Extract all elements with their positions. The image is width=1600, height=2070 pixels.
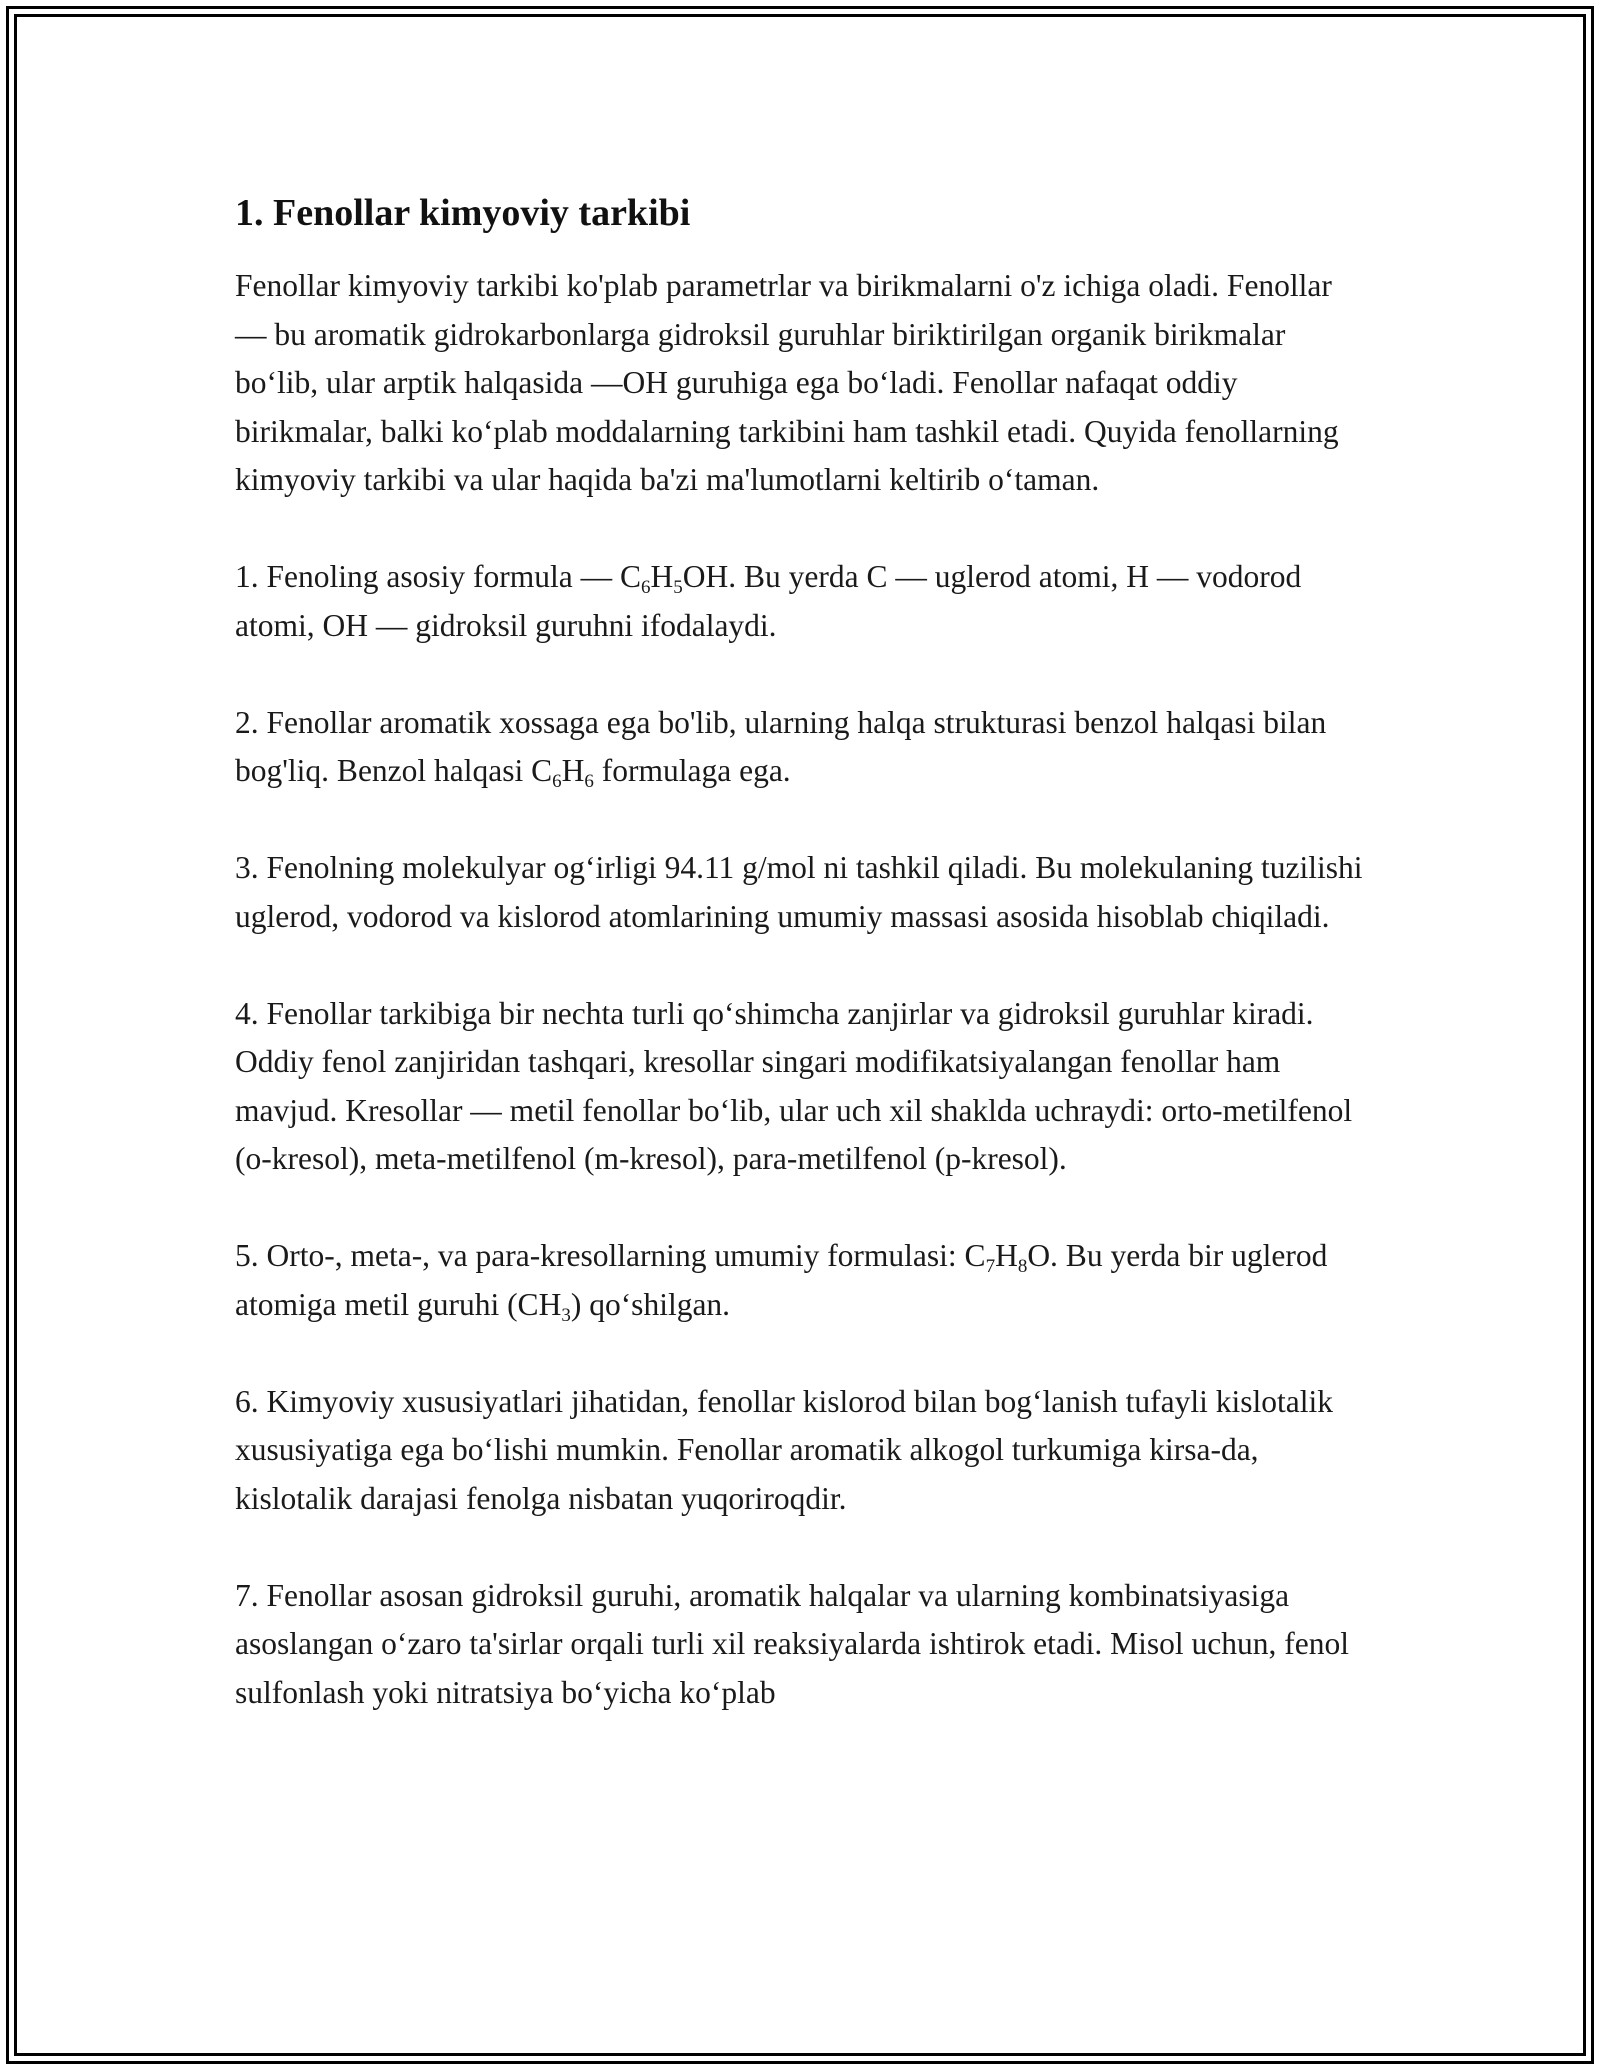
list-item-6: 6. Kimyoviy xususiyatlari jihatidan, fenollar kislorod bilan bog‘lanish tufayli kislotalik xususiyatiga ega bo‘lishi mumkin. Fenollar aromatik alkogol turkumiga kirsa-da, kislotalik darajasi fenolga nisbatan yuqoriroqdir. bbox=[235, 1383, 1333, 1516]
item5-text-b: H bbox=[995, 1238, 1018, 1273]
list-item-4: 4. Fenollar tarkibiga bir nechta turli qo‘shimcha zanjirlar va gidroksil guruhlar kiradi. Oddiy fenol zanjiridan tashqari, kresollar singari modifikatsiyalangan fenollar ham mavjud. Kresollar — metil fenollar bo‘lib, ular uch xil shaklda uchraydi: orto-metilfenol (o-kresol), meta-metilfenol (m-kresol), para-metilfenol (p-kresol). bbox=[235, 995, 1353, 1176]
item5-text-c: O. Bu yerda bir uglerod atomiga metil guruhi (CH bbox=[235, 1238, 1328, 1322]
item5-text-d: ) qo‘shilgan. bbox=[570, 1286, 731, 1322]
document-body bbox=[235, 188, 1370, 1766]
item1-text-c: OH. Bu yerda C — uglerod atomi, H — vodorod atomi, OH — gidroksil guruhni ifodalaydi. bbox=[235, 559, 1302, 643]
item5-sub-2: 8 bbox=[1017, 1256, 1028, 1277]
item5-text-a: 5. Orto-, meta-, va para-kresollarning umumiy formulasi: C bbox=[235, 1238, 986, 1273]
item2-sub-1: 6 bbox=[552, 771, 562, 792]
list-item-7: 7. Fenollar asosan gidroksil guruhi, aromatik halqalar va ularning kombinatsiyasiga asoslangan o‘zaro ta'sirlar orqali turli xil reaksiyalarda ishtirok etadi. Misol uchun, fenol sulfonlash yoki nitratsiya bo‘yicha ko‘plab bbox=[235, 1577, 1349, 1710]
list-item-3: 3. Fenolning molekulyar og‘irligi 94.11 g/mol ni tashkil qiladi. Bu molekulaning tuzilishi uglerod, vodorod va kislorod atomlarining umumiy massasi asosida hisoblab chiqiladi. bbox=[235, 850, 1363, 934]
item2-text-c: formulaga ega. bbox=[593, 753, 791, 788]
list-item-2 bbox=[235, 699, 1370, 796]
item1-sub-2: 5 bbox=[673, 577, 683, 598]
item2-text-b: H bbox=[561, 753, 585, 788]
section-title: 1. Fenollar kimyoviy tarkibi bbox=[235, 192, 691, 234]
list-item-5 bbox=[235, 1232, 1370, 1329]
item2-sub-2: 6 bbox=[584, 771, 594, 792]
item2-text-a: 2. Fenollar aromatik xossaga ega bo'lib, ularning halqa strukturasi benzol halqasi bilan bog'liq. Benzol halqasi C bbox=[235, 704, 1327, 788]
item1-text-b: H bbox=[650, 559, 674, 594]
item5-sub-3: 3 bbox=[561, 1304, 571, 1326]
item1-text-a: 1. Fenoling asosiy formula — C bbox=[235, 559, 641, 594]
item1-sub-1: 6 bbox=[640, 577, 651, 598]
intro-paragraph: Fenollar kimyoviy tarkibi ko'plab parametrlar va birikmalarni o'z ichiga oladi. Fenollar — bu aromatik gidrokarbonlarga gidroksil guruhlar biriktirilgan organik birikmalar bo‘lib, ular arptik halqasida —OH guruhiga ega bo‘ladi. Fenollar nafaqat oddiy birikmalar, balki ko‘plab moddalarning tarkibini ham tashkil etadi. Quyida fenollarning kimyoviy tarkibi va ular haqida ba'zi ma'lumotlarni keltirib o‘taman. bbox=[235, 268, 1339, 497]
item5-sub-1: 7 bbox=[985, 1256, 996, 1277]
list-item-1 bbox=[235, 553, 1370, 650]
